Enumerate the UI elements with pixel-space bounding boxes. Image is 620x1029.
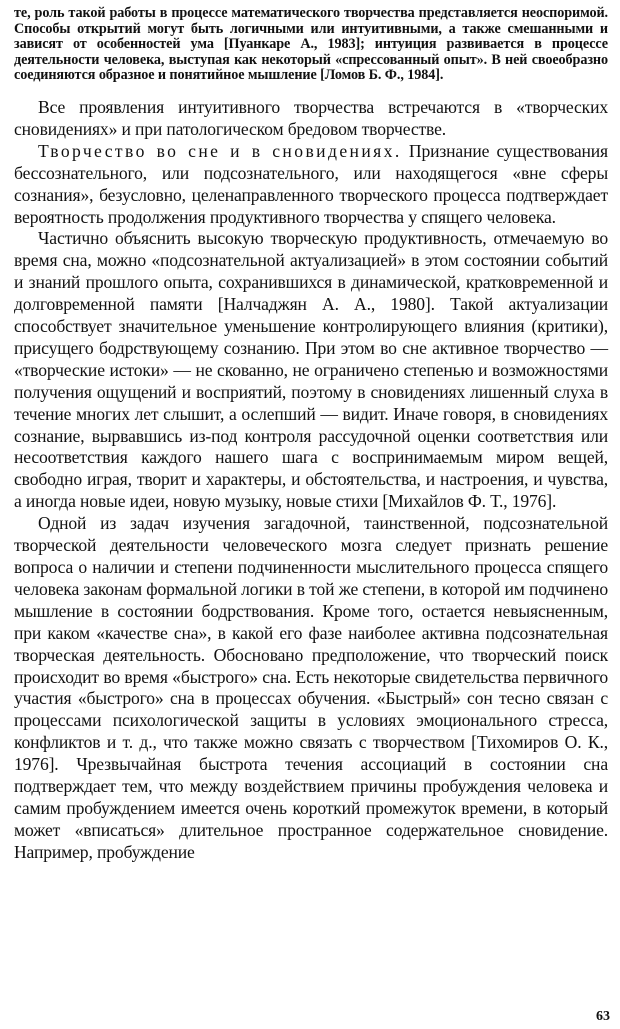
main-text: [14, 97, 608, 864]
paragraph-2: [14, 141, 608, 229]
intro-block: [14, 6, 608, 84]
paragraph-4: Одной из задач изучения загадочной, таинственной, подсознательной творческой деятельности человеческого мозга следует признать решение вопроса о наличии и степени подчиненности мыслительного процесса спящего человека законам формальной логики в той же степени, в которой им подчинено мышление в состоянии бодрствования. Кроме того, остается невыясненным, при каком «качестве сна», в какой его фазе наиболее активна подсознательная творческая деятельность. Обосновано предположение, что творческий поиск происходит во время «быстрого» сна. Есть некоторые свидетельства первичного участия «быстрого» сна в процессах обучения. «Быстрый» сон тесно связан с процессами психологической защиты в условиях эмоционального стресса, конфликтов и т. д., что также можно связать с творчеством [Тихомиров О. К., 1976]. Чрезвычайная быстрота течения ассоциаций в состоянии сна подтверждает тем, что между воздействием причины пробуждения человека и самим пробуждением имеется очень короткий промежуток времени, в который может «вписаться» длительное пространное содержательное сновидение. Например, пробуждение: [14, 513, 608, 862]
paragraph-3: Частично объяснить высокую творческую продуктивность, отмечаемую во время сна, можно «подсознательной актуализацией» в этом состоянии событий и знаний прошлого опыта, сохранившихся в динамической, кратковременной и долговременной памяти [Налчаджян А. А., 1980]. Такой актуализации способствует значительное уменьшение контролирующего влияния (критики), присущего бодрствующему сознанию. При этом во сне активное творчество — «творческие истоки» — не скованно, не ограничено степенью и возможностями получения ощущений и восприятий, поэтому в сновидениях лишенный слуха в течение многих лет слышит, а ослепший — видит. Иначе говоря, в сновидениях сознание, вырвавшись из-под контроля рассудочной оценки соответствия или несоответствия каждого нашего шага с воспринимаемым миром вещей, свободно играя, творит и характеры, и обстоятельства, и настроения, и чувства, а иногда новые идеи, новую музыку, новые стихи [Михайлов Ф. Т., 1976].: [14, 228, 608, 512]
section-gap: [14, 84, 608, 97]
paragraph-1: Все проявления интуитивного творчества встречаются в «творческих сновидениях» и при патологическом бредовом творчестве.: [14, 96, 608, 139]
paragraph-2-text: Признание существования бессознательного, или подсознательного, или находящегося «вне сферы сознания», безусловно, целенаправленного творческого процесса подтверждает вероятность продолжения продуктивного творчества у спящего человека.: [14, 140, 609, 227]
intro-paragraph: те, роль такой работы в процессе математического творчества представляется неоспоримой. Способы открытий могут быть логичными или интуитивными, а также смешанными и зависят от особенностей ума [Пуанкаре А., 1983]; интуиция развивается в процессе деятельности человека, выступая как некоторый «спрессованный опыт». В ней своеобразно соединяются образное и понятийное мышление [Ломов Б. Ф., 1984].: [14, 5, 608, 84]
section-heading: Творчество во сне и в сновидениях.: [38, 140, 402, 161]
page-number: 63: [596, 1009, 610, 1024]
